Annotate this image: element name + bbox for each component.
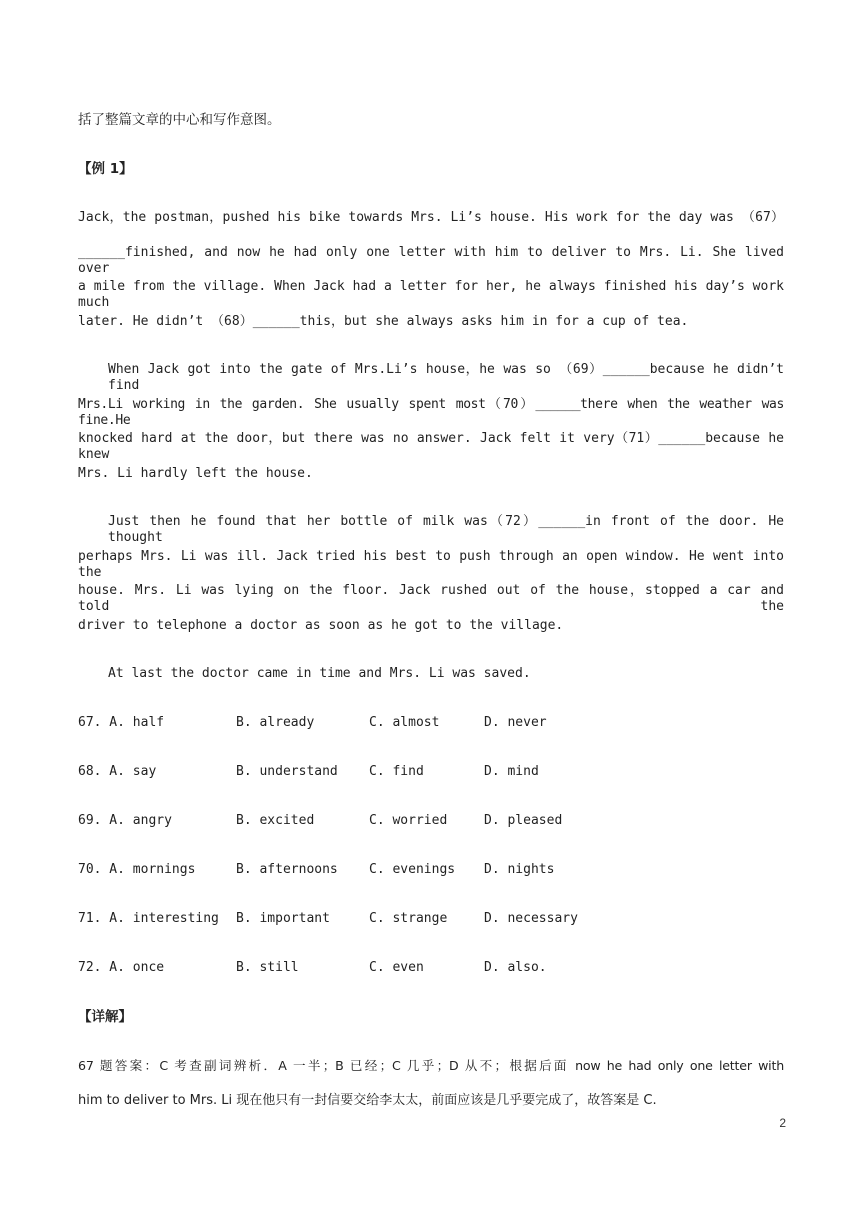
example-heading: 【例 1】 — [78, 161, 133, 177]
option-b: B. understand — [236, 764, 338, 779]
option-d: D. mind — [484, 764, 539, 779]
option-c: C. strange — [369, 911, 448, 926]
option-d: D. nights — [484, 862, 555, 877]
option-b: B. afternoons — [236, 862, 338, 877]
option-b: B. already — [236, 715, 315, 730]
passage-line: later. He didn’t （68）______this，but she always asks him in for a cup of tea. — [78, 314, 689, 329]
option-c: C. even — [369, 960, 424, 975]
detail-heading: 【详解】 — [78, 1009, 132, 1025]
passage-line: a mile from the village. When Jack had a letter for her, he always finished his day’s work much — [78, 279, 784, 310]
passage-line: At last the doctor came in time and Mrs. Li was saved. — [108, 666, 531, 681]
passage-line: knocked hard at the door，but there was no answer. Jack felt it very（71）______because he knew — [78, 431, 784, 462]
option-a: 67. A. half — [78, 715, 165, 730]
option-c: C. find — [369, 764, 424, 779]
option-a: 68. A. say — [78, 764, 157, 779]
option-a: 72. A. once — [78, 960, 165, 975]
answer-line: him to deliver to Mrs. Li 现在他只有一封信要交给李太太，前面应该是几乎要完成了，故答案是 C. — [78, 1093, 657, 1108]
option-b: B. still — [236, 960, 299, 975]
passage-line: When Jack got into the gate of Mrs.Li’s house，he was so （69）______because he didn’t find — [108, 362, 784, 393]
option-c: C. evenings — [369, 862, 456, 877]
option-d: D. never — [484, 715, 547, 730]
passage-line: Jack，the postman，pushed his bike towards Mrs. Li’s house. His work for the day was （67） — [78, 210, 784, 225]
option-a: 69. A. angry — [78, 813, 172, 828]
passage-line: driver to telephone a doctor as soon as he got to the village. — [78, 618, 564, 633]
option-c: C. worried — [369, 813, 448, 828]
passage-line: ______finished, and now he had only one letter with him to deliver to Mrs. Li. She lived over — [78, 245, 784, 276]
passage-line: Just then he found that her bottle of milk was（72）______in front of the door. He thought — [108, 514, 784, 545]
passage-line: house. Mrs. Li was lying on the floor. Jack rushed out of the house，stopped a car and told the — [78, 583, 784, 614]
passage-line: Mrs. Li hardly left the house. — [78, 466, 313, 481]
option-a: 70. A. mornings — [78, 862, 196, 877]
intro-line: 括了整篇文章的中心和写作意图。 — [78, 112, 281, 128]
passage-line: Mrs.Li working in the garden. She usually spent most（70）______there when the weather was fine.He — [78, 397, 784, 428]
option-b: B. excited — [236, 813, 315, 828]
option-d: D. also. — [484, 960, 547, 975]
option-d: D. pleased — [484, 813, 563, 828]
passage-line: perhaps Mrs. Li was ill. Jack tried his best to push through an open window. He went into the — [78, 549, 784, 580]
answer-line: 67 题答案：C 考查副词辨析．A 一半；B 已经；C 几乎；D 从不；根据后面 now he had only one letter with — [78, 1058, 784, 1073]
option-b: B. important — [236, 911, 330, 926]
page-number: 2 — [779, 1116, 786, 1130]
option-c: C. almost — [369, 715, 440, 730]
option-a: 71. A. interesting — [78, 911, 219, 926]
option-d: D. necessary — [484, 911, 578, 926]
